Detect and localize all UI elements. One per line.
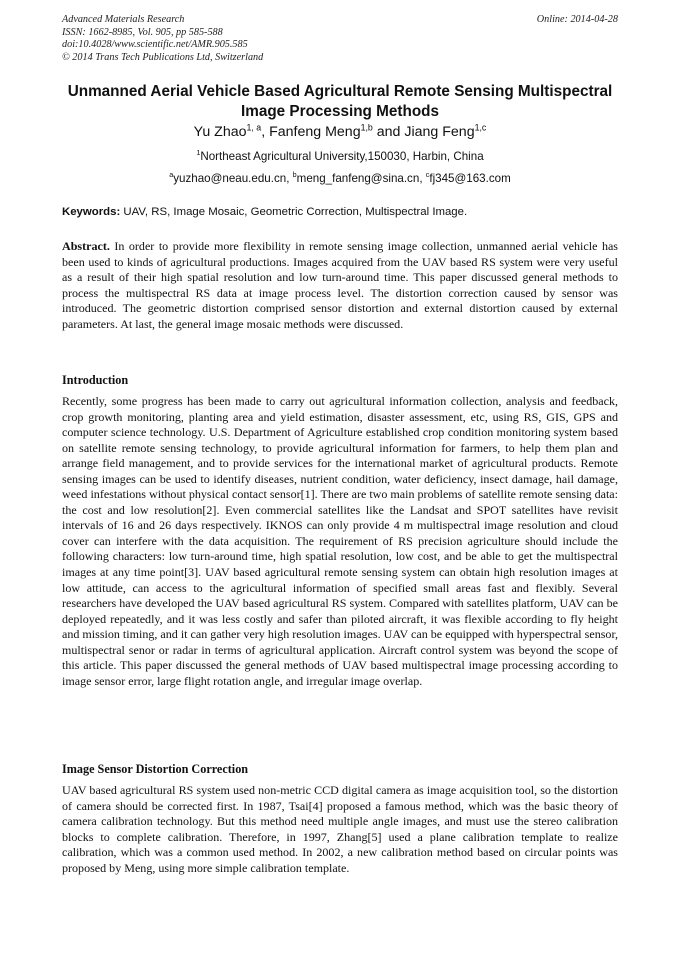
abstract-text: In order to provide more flexibility in remote sensing image collection, unmanned aerial vehicle has been used to kinds of agricultural productions. Images acquired from the UAV based RS system were very useful as a result of their high spatial resolution and low turn-around time. This paper discussed general methods to process the multispectral RS data at image process level. The distortion correction caused by sensor was introduced. The geometric distortion comprised sensor distortion and external distortion caused by external parameters. At last, the general image mosaic methods were discussed. bbox=[62, 239, 618, 331]
email-address[interactable]: yuzhao@neau.edu.cn bbox=[173, 172, 287, 185]
email-marker: a bbox=[169, 170, 174, 180]
author-and: and bbox=[372, 124, 405, 140]
keywords-text: UAV, RS, Image Mosaic, Geometric Correction, Multispectral Image. bbox=[120, 206, 468, 218]
journal-header bbox=[62, 14, 618, 64]
keywords-line bbox=[62, 205, 618, 219]
affiliation bbox=[62, 150, 618, 164]
author-name: Yu Zhao bbox=[193, 124, 247, 140]
introduction-paragraph: Recently, some progress has been made to carry out agricultural information collection, analysis and feedback, crop growth monitoring, planting area and yield estimation, disaster assessment, etc, using RS, GIS, GPS and computer science technology. U.S. Department of Agriculture established crop condition monitoring system based on satellite remote sensing technology, to provide agricultural information for farmers, to help them plan and arrange field management, and to provide services for the international market of agricultural products. Remote sensing images can be used to identify diseases, nutrient condition, water deficiency, insect damage, hail damage, weed infestations without physical contact sensor[1]. There are two main problems of satellite remote sensing data: the cost and low resolution[2]. Even commercial satellites like the Landsat and SPOT satellites have revisit intervals of 16 and 26 days respectively. IKNOS can only provide 4 m multispectral image resolution and cloud cover can interfere with the data acquisition. The requirement of RS precision agriculture should include the following characters: low turn-around time, high spatial resolution, low cost, and be able to get the multispectral images at any time point[3]. UAV based agricultural remote sensing system can obtain high resolution images at low attitude, can access to the agricultural information of specified small areas fast and flexibly. Several researchers have developed the UAV based agricultural RS system. Compared with satellites platform, UAV can be deployed repeatedly, and it was less costly and safer than piloted aircraft, it was flexible according to fly height and mission timing, and it can gather very high resolution images. UAV can be equipped with hyperspectral sensor, multispectral senor or radar in terms of agricultural application. Aircraft control system was beyond the scope of this article. This paper discussed the general methods of UAV based multispectral image processing according to image sensor error, large flight rotation angle, and irregular image overlap. bbox=[62, 394, 618, 688]
doi-line: doi:10.4028/www.scientific.net/AMR.905.585 bbox=[62, 39, 248, 51]
paper-title: Unmanned Aerial Vehicle Based Agricultural Remote Sensing Multispectral Image Processing Methods bbox=[67, 83, 613, 120]
journal-name: Advanced Materials Research bbox=[62, 14, 185, 25]
abstract-label: Abstract. bbox=[62, 239, 110, 253]
abstract bbox=[62, 239, 618, 332]
affiliation-text: Northeast Agricultural University,150030, Harbin, China bbox=[200, 150, 484, 163]
keywords-label: Keywords: bbox=[62, 206, 121, 218]
author-name: Jiang Feng bbox=[404, 124, 475, 140]
online-date: Online: 2014-04-28 bbox=[536, 14, 618, 25]
email-marker: b bbox=[292, 170, 297, 180]
author-affiliation-marker: 1, a bbox=[246, 122, 262, 133]
author-name: Fanfeng Meng bbox=[269, 124, 361, 140]
email-marker: c bbox=[425, 170, 430, 180]
sensor-distortion-paragraph: UAV based agricultural RS system used non-metric CCD digital camera as image acquisition tool, so the distortion of camera should be corrected first. In 1987, Tsai[4] proposed a famous method, which was the basic theory of camera calibration technology. But this method need multiple angle images, and must use the stereo calibration blocks to complete calibration. Therefore, in 1997, Zhang[5] used a plane calibration template to realize calibration, which was a common used method. In 2002, a new calibration method based on circular points was proposed by Meng, using more simple calibration template. bbox=[62, 783, 618, 875]
section-heading-introduction: Introduction bbox=[62, 373, 129, 387]
author-list bbox=[62, 123, 618, 141]
affiliation-marker: 1 bbox=[196, 148, 201, 158]
section-heading-sensor-distortion: Image Sensor Distortion Correction bbox=[62, 762, 249, 776]
author-affiliation-marker: 1,c bbox=[474, 122, 487, 133]
email-address[interactable]: fj345@163.com bbox=[429, 172, 511, 185]
copyright-line: © 2014 Trans Tech Publications Ltd, Switzerland bbox=[62, 51, 264, 63]
email-address[interactable]: meng_fanfeng@sina.cn bbox=[296, 172, 420, 185]
author-separator: , bbox=[261, 124, 270, 140]
email-list: $^a$yuzhao@neau.edu.cn, $^b$meng_fanfeng@sina.cn, $^c$fj345@163.com bbox=[169, 170, 511, 185]
issn-line: ISSN: 1662-8985, Vol. 905, pp 585-588 bbox=[62, 26, 223, 38]
author-affiliation-marker: 1,b bbox=[360, 122, 373, 133]
